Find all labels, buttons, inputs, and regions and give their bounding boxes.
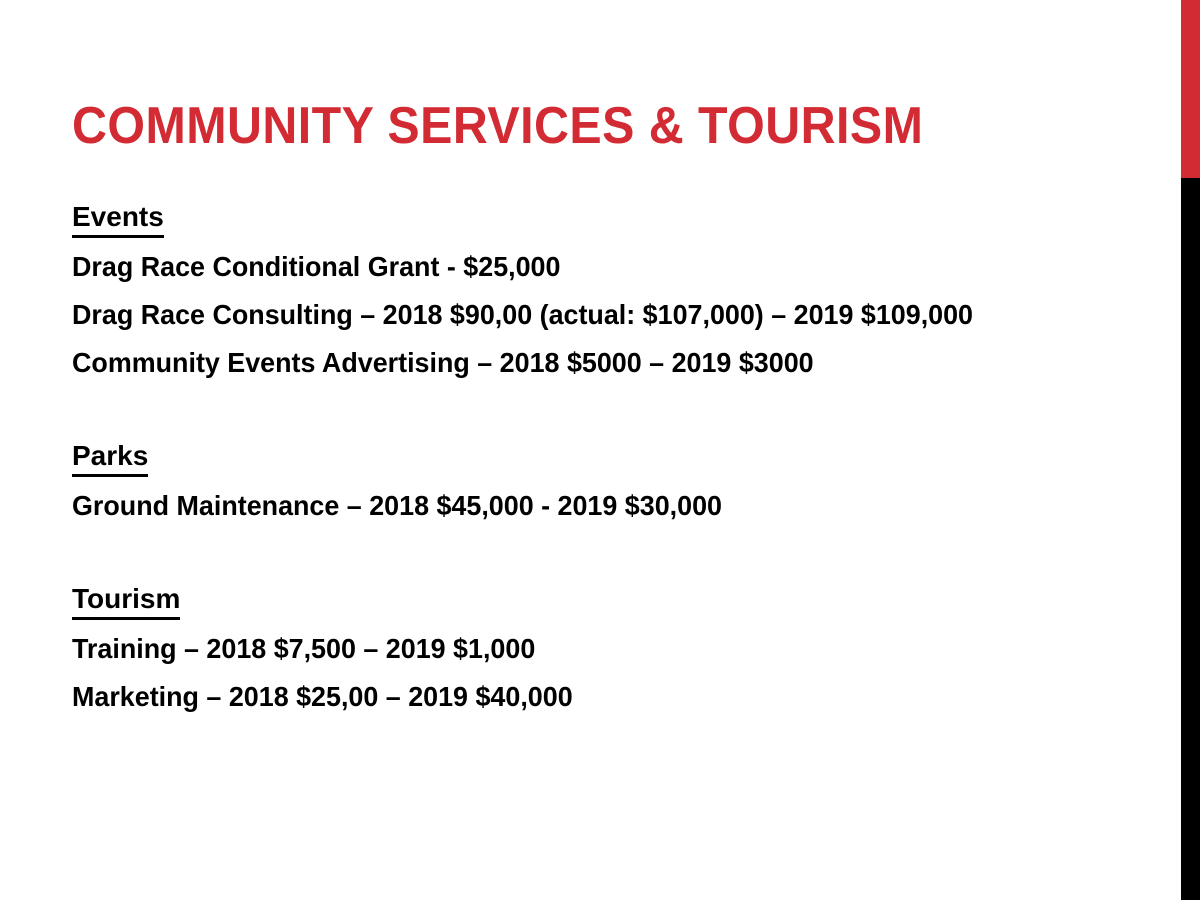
section-spacer bbox=[72, 538, 1112, 582]
section-events bbox=[72, 200, 1112, 379]
section-line: Ground Maintenance – 2018 $45,000 - 2019 $30,000 bbox=[72, 490, 722, 521]
slide-body bbox=[72, 200, 1112, 729]
section-heading-parks: Parks bbox=[72, 439, 148, 477]
section-line: Community Events Advertising – 2018 $5000 – 2019 $3000 bbox=[72, 347, 814, 378]
section-line: Drag Race Conditional Grant - $25,000 bbox=[72, 251, 561, 282]
decorative-bar-red bbox=[1181, 0, 1200, 178]
section-heading-tourism: Tourism bbox=[72, 582, 180, 620]
slide-title: COMMUNITY SERVICES & TOURISM bbox=[72, 96, 924, 155]
section-heading-events: Events bbox=[72, 200, 164, 238]
section-tourism bbox=[72, 582, 1112, 713]
section-line: Training – 2018 $7,500 – 2019 $1,000 bbox=[72, 633, 536, 664]
section-parks bbox=[72, 439, 1112, 522]
section-line: Marketing – 2018 $25,00 – 2019 $40,000 bbox=[72, 681, 573, 712]
section-line: Drag Race Consulting – 2018 $90,00 (actual: $107,000) – 2019 $109,000 bbox=[72, 299, 974, 330]
decorative-bar-black bbox=[1181, 178, 1200, 900]
section-spacer bbox=[72, 395, 1112, 439]
